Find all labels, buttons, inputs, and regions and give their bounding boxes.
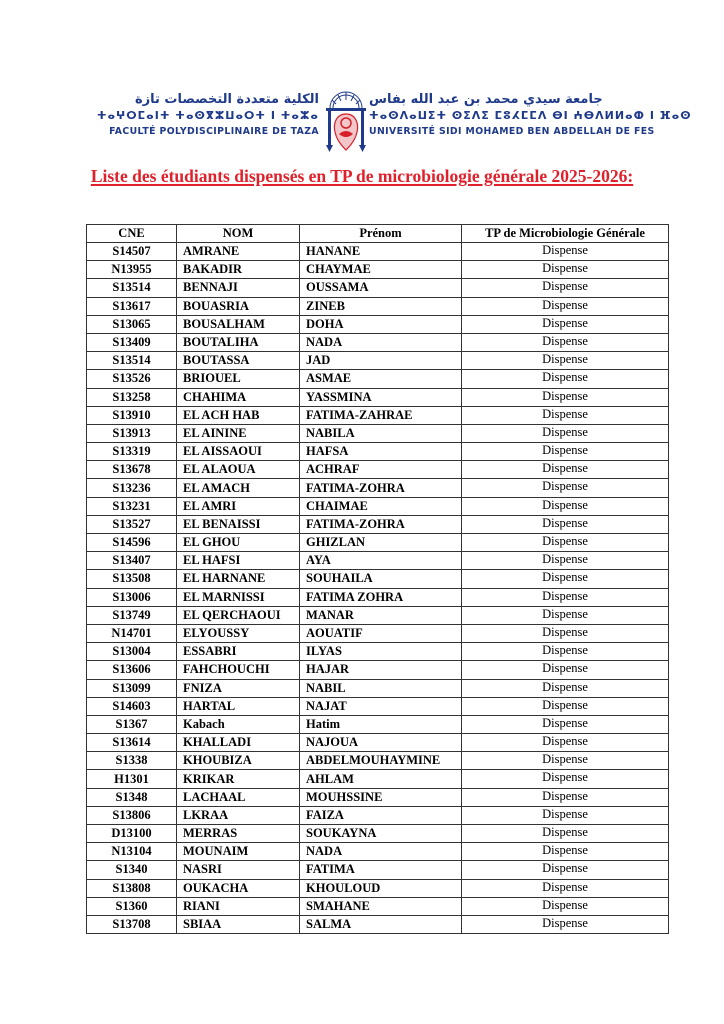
status-cell: Dispense (462, 497, 669, 515)
status-cell: Dispense (462, 915, 669, 933)
table-row (87, 479, 669, 497)
cne-cell: S13614 (87, 734, 177, 752)
status-cell: Dispense (462, 261, 669, 279)
prenom-cell: ASMAE (300, 370, 462, 388)
prenom-cell: AYA (300, 552, 462, 570)
table-row (87, 606, 669, 624)
cne-cell: S13065 (87, 315, 177, 333)
prenom-cell: FAIZA (300, 806, 462, 824)
prenom-cell: Hatim (300, 715, 462, 733)
nom-cell: Kabach (177, 715, 300, 733)
cne-cell: S13806 (87, 806, 177, 824)
prenom-cell: DOHA (300, 315, 462, 333)
faculty-name-arabic: الكلية متعددة التخصصات تازة (134, 92, 319, 107)
status-cell: Dispense (462, 479, 669, 497)
column-header-prenom: Prénom (300, 225, 462, 243)
prenom-cell: SMAHANE (300, 897, 462, 915)
prenom-cell: HAFSA (300, 443, 462, 461)
table-row (87, 279, 669, 297)
cne-cell: S13004 (87, 643, 177, 661)
nom-cell: EL AMACH (177, 479, 300, 497)
nom-cell: BOUTASSA (177, 352, 300, 370)
table-row (87, 534, 669, 552)
nom-cell: EL HARNANE (177, 570, 300, 588)
status-cell: Dispense (462, 861, 669, 879)
prenom-cell: SALMA (300, 915, 462, 933)
cne-cell: D13100 (87, 825, 177, 843)
nom-cell: BOUSALHAM (177, 315, 300, 333)
prenom-cell: NADA (300, 333, 462, 351)
nom-cell: ESSABRI (177, 643, 300, 661)
cne-cell: S13910 (87, 406, 177, 424)
table-row (87, 788, 669, 806)
status-cell: Dispense (462, 843, 669, 861)
status-cell: Dispense (462, 424, 669, 442)
nom-cell: KHOUBIZA (177, 752, 300, 770)
table-row (87, 715, 669, 733)
status-cell: Dispense (462, 388, 669, 406)
table-row (87, 661, 669, 679)
cne-cell: S1360 (87, 897, 177, 915)
prenom-cell: AOUATIF (300, 624, 462, 642)
cne-cell: N13104 (87, 843, 177, 861)
status-cell: Dispense (462, 515, 669, 533)
prenom-cell: JAD (300, 352, 462, 370)
university-name-block (369, 92, 692, 140)
cne-cell: S13231 (87, 497, 177, 515)
status-cell: Dispense (462, 297, 669, 315)
cne-cell: S13708 (87, 915, 177, 933)
table-row (87, 297, 669, 315)
prenom-cell: MANAR (300, 606, 462, 624)
status-cell: Dispense (462, 679, 669, 697)
status-cell: Dispense (462, 770, 669, 788)
prenom-cell: AHLAM (300, 770, 462, 788)
prenom-cell: CHAYMAE (300, 261, 462, 279)
cne-cell: S13236 (87, 479, 177, 497)
university-emblem-icon (324, 90, 368, 154)
table-row (87, 243, 669, 261)
status-cell: Dispense (462, 715, 669, 733)
column-header-cne: CNE (87, 225, 177, 243)
table-row (87, 897, 669, 915)
prenom-cell: CHAIMAE (300, 497, 462, 515)
cne-cell: S13514 (87, 352, 177, 370)
prenom-cell: NADA (300, 843, 462, 861)
status-cell: Dispense (462, 806, 669, 824)
cne-cell: S13409 (87, 333, 177, 351)
table-row (87, 861, 669, 879)
table-row (87, 843, 669, 861)
cne-cell: S13527 (87, 515, 177, 533)
nom-cell: OUKACHA (177, 879, 300, 897)
status-cell: Dispense (462, 788, 669, 806)
cne-cell: S13606 (87, 661, 177, 679)
table-row (87, 406, 669, 424)
nom-cell: HARTAL (177, 697, 300, 715)
table-row (87, 461, 669, 479)
cne-cell: S1367 (87, 715, 177, 733)
cne-cell: S13407 (87, 552, 177, 570)
nom-cell: EL HAFSI (177, 552, 300, 570)
status-cell: Dispense (462, 752, 669, 770)
nom-cell: LACHAAL (177, 788, 300, 806)
table-row (87, 752, 669, 770)
table-row (87, 352, 669, 370)
cne-cell: S14603 (87, 697, 177, 715)
prenom-cell: NAJOUA (300, 734, 462, 752)
cne-cell: S13913 (87, 424, 177, 442)
cne-cell: S14596 (87, 534, 177, 552)
nom-cell: EL ACH HAB (177, 406, 300, 424)
status-cell: Dispense (462, 333, 669, 351)
prenom-cell: HAJAR (300, 661, 462, 679)
nom-cell: FAHCHOUCHI (177, 661, 300, 679)
cne-cell: H1301 (87, 770, 177, 788)
prenom-cell: FATIMA-ZOHRA (300, 479, 462, 497)
table-row (87, 679, 669, 697)
table-row (87, 424, 669, 442)
prenom-cell: ACHRAF (300, 461, 462, 479)
nom-cell: SBIAA (177, 915, 300, 933)
status-cell: Dispense (462, 588, 669, 606)
nom-cell: EL AMRI (177, 497, 300, 515)
cne-cell: S13258 (87, 388, 177, 406)
cne-cell: N13955 (87, 261, 177, 279)
table-row (87, 624, 669, 642)
nom-cell: MOUNAIM (177, 843, 300, 861)
cne-cell: S13099 (87, 679, 177, 697)
status-cell: Dispense (462, 552, 669, 570)
status-cell: Dispense (462, 443, 669, 461)
cne-cell: S13514 (87, 279, 177, 297)
table-row (87, 570, 669, 588)
status-cell: Dispense (462, 370, 669, 388)
faculty-name-tifinagh: ⵜⴰⵖⵔⵎⴰⵏⵜ ⵜⴰⵙⴳⵣⵡⴰⵔⵜ ⵏ ⵜⴰⵣⴰ (96, 109, 319, 122)
document-header (84, 92, 692, 152)
column-header-tp-status: TP de Microbiologie Générale (462, 225, 669, 243)
table-row (87, 806, 669, 824)
nom-cell: RIANI (177, 897, 300, 915)
nom-cell: KHALLADI (177, 734, 300, 752)
prenom-cell: YASSMINA (300, 388, 462, 406)
table-row (87, 552, 669, 570)
nom-cell: BOUASRIA (177, 297, 300, 315)
cne-cell: N14701 (87, 624, 177, 642)
cne-cell: S13749 (87, 606, 177, 624)
status-cell: Dispense (462, 606, 669, 624)
prenom-cell: OUSSAMA (300, 279, 462, 297)
status-cell: Dispense (462, 534, 669, 552)
nom-cell: BENNAJI (177, 279, 300, 297)
university-name-arabic: جامعة سيدي محمد بن عبد الله بفاس (369, 92, 603, 107)
nom-cell: NASRI (177, 861, 300, 879)
faculty-name-block (84, 92, 319, 140)
prenom-cell: NABIL (300, 679, 462, 697)
prenom-cell: ZINEB (300, 297, 462, 315)
status-cell: Dispense (462, 570, 669, 588)
table-row (87, 770, 669, 788)
status-cell: Dispense (462, 279, 669, 297)
nom-cell: EL QERCHAOUI (177, 606, 300, 624)
status-cell: Dispense (462, 879, 669, 897)
document-title: Liste des étudiants dispensés en TP de microbiologie générale 2025-2026: (90, 166, 634, 186)
prenom-cell: NABILA (300, 424, 462, 442)
table-row (87, 825, 669, 843)
nom-cell: FNIZA (177, 679, 300, 697)
university-name-latin: UNIVERSITÉ SIDI MOHAMED BEN ABDELLAH DE FES (369, 126, 655, 137)
nom-cell: EL ALAOUA (177, 461, 300, 479)
cne-cell: S14507 (87, 243, 177, 261)
cne-cell: S1338 (87, 752, 177, 770)
faculty-name-latin: FACULTÉ POLYDISCIPLINAIRE DE TAZA (109, 126, 319, 137)
status-cell: Dispense (462, 697, 669, 715)
university-name-tifinagh: ⵜⴰⵙⴷⴰⵡⵉⵜ ⵙⵉⴷⵉ ⵎⵓⵃⵎⵎⴷ ⴱⵏ ⵄⴱⴷⵍⵍⴰⵀ ⵏ ⴼⴰⵙ (369, 109, 692, 122)
table-row (87, 588, 669, 606)
table-row (87, 879, 669, 897)
nom-cell: BOUTALIHA (177, 333, 300, 351)
nom-cell: EL BENAISSI (177, 515, 300, 533)
table-row (87, 315, 669, 333)
cne-cell: S13678 (87, 461, 177, 479)
nom-cell: EL AININE (177, 424, 300, 442)
cne-cell: S13808 (87, 879, 177, 897)
prenom-cell: ABDELMOUHAYMINE (300, 752, 462, 770)
cne-cell: S13526 (87, 370, 177, 388)
table-row (87, 643, 669, 661)
prenom-cell: ILYAS (300, 643, 462, 661)
status-cell: Dispense (462, 734, 669, 752)
status-cell: Dispense (462, 643, 669, 661)
status-cell: Dispense (462, 897, 669, 915)
table-row (87, 388, 669, 406)
prenom-cell: NAJAT (300, 697, 462, 715)
prenom-cell: HANANE (300, 243, 462, 261)
prenom-cell: KHOULOUD (300, 879, 462, 897)
cne-cell: S13319 (87, 443, 177, 461)
prenom-cell: MOUHSSINE (300, 788, 462, 806)
nom-cell: EL AISSAOUI (177, 443, 300, 461)
nom-cell: ELYOUSSY (177, 624, 300, 642)
table-row (87, 333, 669, 351)
status-cell: Dispense (462, 352, 669, 370)
status-cell: Dispense (462, 243, 669, 261)
table-row (87, 261, 669, 279)
table-row (87, 497, 669, 515)
nom-cell: LKRAA (177, 806, 300, 824)
table-row (87, 697, 669, 715)
nom-cell: CHAHIMA (177, 388, 300, 406)
prenom-cell: SOUKAYNA (300, 825, 462, 843)
nom-cell: BAKADIR (177, 261, 300, 279)
prenom-cell: SOUHAILA (300, 570, 462, 588)
nom-cell: BRIOUEL (177, 370, 300, 388)
table-row (87, 734, 669, 752)
cne-cell: S1348 (87, 788, 177, 806)
cne-cell: S13006 (87, 588, 177, 606)
cne-cell: S13617 (87, 297, 177, 315)
status-cell: Dispense (462, 461, 669, 479)
table-row (87, 443, 669, 461)
prenom-cell: FATIMA-ZOHRA (300, 515, 462, 533)
cne-cell: S13508 (87, 570, 177, 588)
prenom-cell: GHIZLAN (300, 534, 462, 552)
nom-cell: EL MARNISSI (177, 588, 300, 606)
status-cell: Dispense (462, 661, 669, 679)
status-cell: Dispense (462, 406, 669, 424)
table-row (87, 370, 669, 388)
prenom-cell: FATIMA (300, 861, 462, 879)
cne-cell: S1340 (87, 861, 177, 879)
prenom-cell: FATIMA ZOHRA (300, 588, 462, 606)
table-body (87, 243, 669, 934)
table-row (87, 915, 669, 933)
nom-cell: KRIKAR (177, 770, 300, 788)
nom-cell: AMRANE (177, 243, 300, 261)
nom-cell: MERRAS (177, 825, 300, 843)
column-header-nom: NOM (177, 225, 300, 243)
prenom-cell: FATIMA-ZAHRAE (300, 406, 462, 424)
nom-cell: EL GHOU (177, 534, 300, 552)
students-table (86, 224, 669, 934)
status-cell: Dispense (462, 624, 669, 642)
status-cell: Dispense (462, 315, 669, 333)
table-row (87, 515, 669, 533)
status-cell: Dispense (462, 825, 669, 843)
table-header-row (87, 225, 669, 243)
